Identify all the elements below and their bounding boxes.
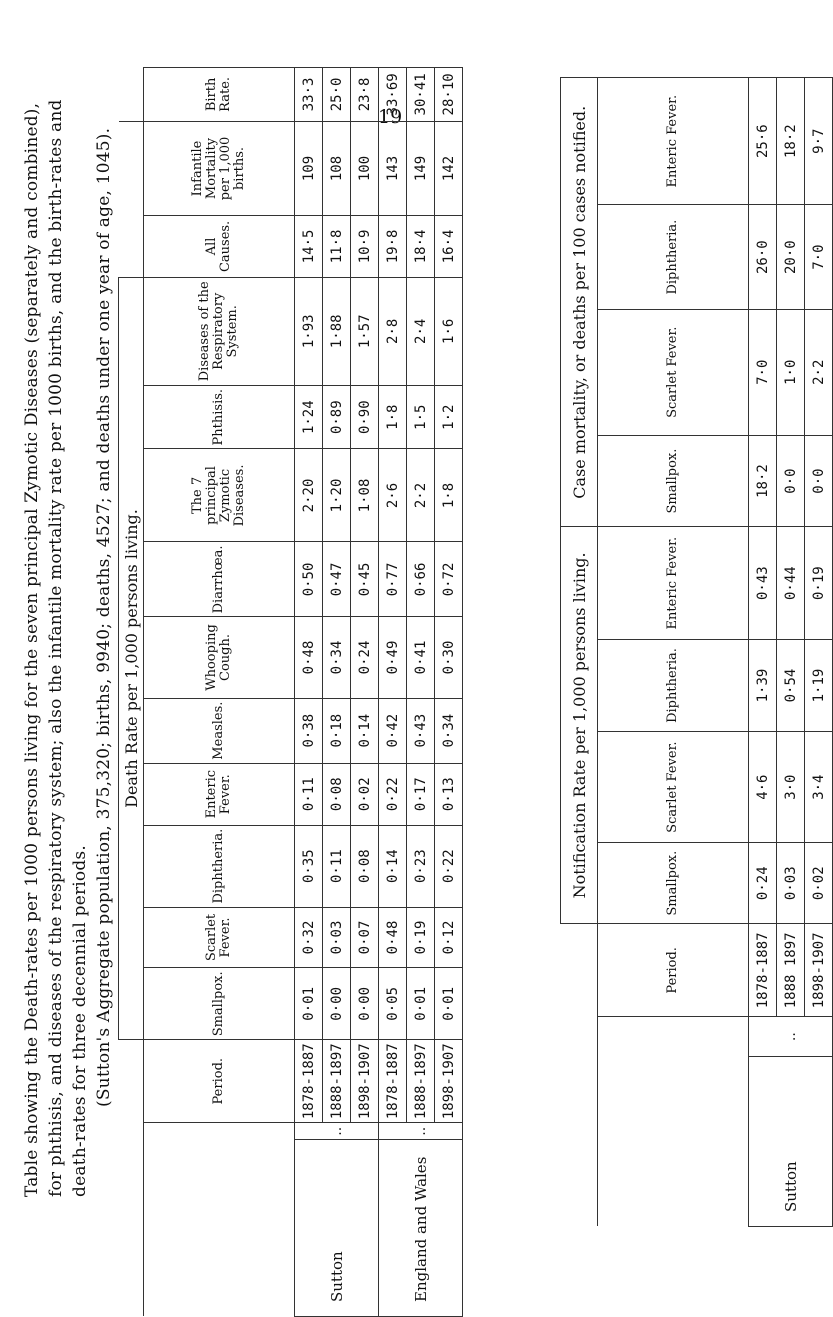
- table-cell: 0·34: [435, 698, 463, 763]
- table-cell: 0·43: [407, 698, 435, 763]
- caption-line-4: (Sutton's Aggregate population, 375,320; births, 9940; deaths, 4527; and deaths under one year of age, 1045).: [94, 127, 114, 1107]
- table-cell: 11·8: [323, 216, 351, 278]
- table-cell: 33·69: [379, 68, 407, 122]
- table-cell: 2·2: [805, 309, 833, 435]
- table-cell: 1·19: [805, 639, 833, 731]
- table-cell: 0·0: [777, 435, 805, 527]
- table-cell: 0·54: [777, 639, 805, 731]
- column-header: Scarlet Fever.: [598, 309, 749, 435]
- table-cell: 0·90: [351, 385, 379, 449]
- column-header: Birth Rate.: [144, 68, 295, 122]
- table-cell: 1898-1907: [351, 1040, 379, 1123]
- table-cell: 0·48: [379, 907, 407, 968]
- table-cell: 1·5: [407, 385, 435, 449]
- table-cell: 1·2: [435, 385, 463, 449]
- table-cell: 0·13: [435, 763, 463, 825]
- column-header: Measles.: [144, 698, 295, 763]
- column-header: Smallpox.: [598, 843, 749, 924]
- column-header: All Causes.: [144, 216, 295, 278]
- table-cell: 7·0: [805, 205, 833, 310]
- table-cell: 3·4: [805, 732, 833, 843]
- table-cell: 0·08: [323, 763, 351, 825]
- table-cell: 1·24: [295, 385, 323, 449]
- table-cell: 142: [435, 121, 463, 215]
- table-cell: 1888 1897: [777, 924, 805, 1017]
- table-cell: 0·08: [351, 825, 379, 907]
- table-cell: 1888-1897: [407, 1040, 435, 1123]
- table-cell: 33·3: [295, 68, 323, 122]
- table-cell: 7·0: [749, 309, 777, 435]
- table-cell: 3·0: [777, 732, 805, 843]
- table-cell: 18·4: [407, 216, 435, 278]
- column-header: Smallpox.: [598, 435, 749, 527]
- table-cell: 1878-1887: [379, 1040, 407, 1123]
- table-cell: 0·30: [435, 617, 463, 698]
- table-cell: 0·45: [351, 542, 379, 617]
- table-cell: 0·50: [295, 542, 323, 617]
- table-cell: 149: [407, 121, 435, 215]
- table-cell: 2·6: [379, 449, 407, 542]
- column-header: Period.: [144, 1040, 295, 1123]
- table-cell: 0·44: [777, 527, 805, 639]
- table-cell: 0·14: [379, 825, 407, 907]
- table-cell: 0·07: [351, 907, 379, 968]
- column-header: Diseases of the Respiratory System.: [144, 277, 295, 385]
- table-cell: 0·01: [407, 968, 435, 1040]
- column-header: Period.: [598, 924, 749, 1017]
- column-header: Enteric Fever.: [598, 78, 749, 205]
- column-header: The 7 principal Zymotic Diseases.: [144, 449, 295, 542]
- table-cell: 0·24: [351, 617, 379, 698]
- table-cell: 108: [323, 121, 351, 215]
- table-cell: 1·8: [379, 385, 407, 449]
- table-cell: 26·0: [749, 205, 777, 310]
- table-cell: 0·03: [777, 843, 805, 924]
- place-name: England and Wales: [379, 1140, 463, 1317]
- table-cell: 14·5: [295, 216, 323, 278]
- caption-line-3: death-rates for three decennial periods.: [70, 845, 90, 1197]
- column-header: Phthisis.: [144, 385, 295, 449]
- table-cell: 0·19: [805, 527, 833, 639]
- table-row: [379, 68, 407, 1317]
- table-cell: 0·05: [379, 968, 407, 1040]
- table-cell: 0·49: [379, 617, 407, 698]
- table-cell: 1878-1887: [295, 1040, 323, 1123]
- table-cell: 0·24: [749, 843, 777, 924]
- table-cell: 0·19: [407, 907, 435, 968]
- table-cell: 10·9: [351, 216, 379, 278]
- table-cell: 0·18: [323, 698, 351, 763]
- table-cell: 25·6: [749, 78, 777, 205]
- table-cell: 0·14: [351, 698, 379, 763]
- death-rate-group-header: Death Rate per 1,000 persons living.: [119, 277, 144, 1040]
- column-header: Scarlet Fever.: [598, 732, 749, 843]
- table-cell: 0·48: [295, 617, 323, 698]
- table-cell: 20·0: [777, 205, 805, 310]
- table-cell: 0·00: [323, 968, 351, 1040]
- table-cell: 0·32: [295, 907, 323, 968]
- table-cell: 1·39: [749, 639, 777, 731]
- table-cell: 143: [379, 121, 407, 215]
- table-cell: 1·57: [351, 277, 379, 385]
- column-header: Enteric Fever.: [144, 763, 295, 825]
- table-cell: 0·89: [323, 385, 351, 449]
- notification-group-header: Notification Rate per 1,000 persons living.: [561, 527, 598, 924]
- column-header: Smallpox.: [144, 968, 295, 1040]
- table-cell: 0·02: [805, 843, 833, 924]
- table-cell: 18·2: [749, 435, 777, 527]
- table-cell: 9·7: [805, 78, 833, 205]
- table-cell: 0·22: [435, 825, 463, 907]
- table-cell: 0·11: [295, 763, 323, 825]
- column-header: Enteric Fever.: [598, 527, 749, 639]
- table-cell: 0·34: [323, 617, 351, 698]
- table-cell: 0·17: [407, 763, 435, 825]
- table-cell: 109: [295, 121, 323, 215]
- table-cell: 1·88: [323, 277, 351, 385]
- table-cell: 1898-1907: [435, 1040, 463, 1123]
- table-cell: 1·0: [777, 309, 805, 435]
- caption-line-2: for phthisis, and diseases of the respiratory system; also the infantile mortality rate per 1000 births, and the birth-rates and: [46, 99, 66, 1197]
- table-cell: 100: [351, 121, 379, 215]
- column-header: Diphtheria.: [598, 639, 749, 731]
- leader-dots: ..: [379, 1123, 463, 1140]
- column-header: Diphtheria.: [598, 205, 749, 310]
- table-cell: 18·2: [777, 78, 805, 205]
- column-header: Whooping Cough.: [144, 617, 295, 698]
- table-cell: 0·0: [805, 435, 833, 527]
- table-cell: 0·22: [379, 763, 407, 825]
- place-name: Sutton: [295, 1140, 379, 1317]
- table-cell: 25·0: [323, 68, 351, 122]
- table-cell: 1888-1897: [323, 1040, 351, 1123]
- table-cell: 0·43: [749, 527, 777, 639]
- table-cell: 1878-1887: [749, 924, 777, 1017]
- table-cell: 0·11: [323, 825, 351, 907]
- table-cell: 1·8: [435, 449, 463, 542]
- table-cell: 2·4: [407, 277, 435, 385]
- table-cell: 0·47: [323, 542, 351, 617]
- table-cell: 1·08: [351, 449, 379, 542]
- table-cell: 0·01: [295, 968, 323, 1040]
- column-header: Diarrhœa.: [144, 542, 295, 617]
- table-cell: 1898-1907: [805, 924, 833, 1017]
- table-cell: 0·42: [379, 698, 407, 763]
- table-cell: 0·41: [407, 617, 435, 698]
- table-cell: 0·77: [379, 542, 407, 617]
- table-row: [295, 68, 323, 1317]
- page-number: 19: [378, 106, 403, 128]
- table-cell: 0·23: [407, 825, 435, 907]
- column-header: Scarlet Fever.: [144, 907, 295, 968]
- table-cell: 16·4: [435, 216, 463, 278]
- table-cell: 0·12: [435, 907, 463, 968]
- table-cell: 0·02: [351, 763, 379, 825]
- table-cell: 0·66: [407, 542, 435, 617]
- caption-line-1: Table showing the Death-rates per 1000 persons living for the seven principal Zymotic Diseases (separately and combined),: [22, 102, 42, 1197]
- table-cell: 0·35: [295, 825, 323, 907]
- table-cell: 4·6: [749, 732, 777, 843]
- table-cell: 1·6: [435, 277, 463, 385]
- leader-dots: ..: [749, 1017, 833, 1056]
- table-cell: 28·10: [435, 68, 463, 122]
- table-cell: 1·93: [295, 277, 323, 385]
- place-name: Sutton: [749, 1056, 833, 1226]
- table-cell: 19·8: [379, 216, 407, 278]
- table-cell: 2·20: [295, 449, 323, 542]
- case-mortality-group-header: Case mortality, or deaths per 100 cases notified.: [561, 78, 598, 528]
- table-cell: 0·01: [435, 968, 463, 1040]
- notification-table: [560, 77, 833, 1227]
- column-header: Diphtheria.: [144, 825, 295, 907]
- table-cell: 0·00: [351, 968, 379, 1040]
- table-cell: 2·2: [407, 449, 435, 542]
- table-cell: 0·38: [295, 698, 323, 763]
- table-cell: 0·03: [323, 907, 351, 968]
- table-cell: 0·72: [435, 542, 463, 617]
- table-cell: 1·20: [323, 449, 351, 542]
- table-row: [749, 78, 777, 1227]
- table-cell: 2·8: [379, 277, 407, 385]
- table-cell: 23·8: [351, 68, 379, 122]
- leader-dots: ..: [295, 1123, 379, 1140]
- column-header: Infantile Mortality per 1,000 births.: [144, 121, 295, 215]
- death-rate-table: [118, 67, 463, 1317]
- table-cell: 30·41: [407, 68, 435, 122]
